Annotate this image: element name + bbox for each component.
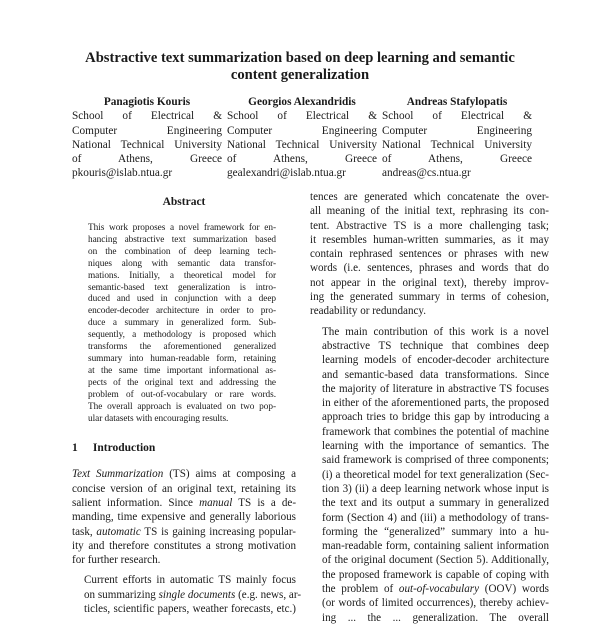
text-line: ticles, scientific papers, weather forecasts, etc.) — [84, 603, 296, 616]
text-line: of the original document (Section 5). Additionally, — [322, 554, 549, 567]
abstract-line: The overall approach is evaluated on two pop- — [88, 401, 276, 412]
abstract-line: pects of the original text and addressing the — [88, 377, 276, 388]
section-title: Introduction — [92, 442, 156, 455]
affiliation-line: School of Electrical & — [382, 110, 532, 123]
abstract-body — [88, 223, 276, 425]
abstract-line: summary into human-readable form, retaining — [88, 353, 276, 364]
affiliation-line: of Athens, Greece — [227, 153, 377, 166]
text-line: manding, time expensive and generally laborious — [72, 511, 296, 524]
title-line: content generalization — [230, 67, 370, 83]
abstract-line: at the same time important informational as- — [88, 365, 276, 376]
affiliation-line: Computer Engineering — [382, 124, 532, 137]
paragraph — [310, 325, 549, 625]
text-line: learning with the importance of semantics. The — [322, 440, 549, 453]
text-line: the text and its output a summary in generalized — [322, 497, 549, 510]
text-line: man-readable form, containing salient information — [322, 540, 549, 553]
text-line: in either of the aforementioned parts, the proposed — [322, 397, 549, 410]
paragraph — [310, 190, 549, 319]
abstract-line: on the combination of deep learning tech- — [88, 246, 276, 257]
text-line: tences are generated which concatenate the over- — [310, 191, 549, 203]
text-line: it resembles human-written summaries, as it may — [310, 233, 549, 246]
text-line: (i) a theoretical model for text generalization (Sec- — [322, 468, 549, 481]
text-line: on summarizing single documents (e.g. news, ar- — [84, 588, 302, 601]
text-line: learning models of encoder-decoder architecture — [322, 354, 549, 367]
abstract-line: ular datasets with encouraging results. — [88, 413, 229, 424]
affiliation-line: National Technical University — [382, 138, 532, 151]
text-line: (or words of limited occurrences), thereby achiev- — [322, 597, 549, 610]
right-column — [310, 190, 549, 625]
text-line: words (i.e. sentences, phrases and words that do — [310, 262, 549, 275]
affiliation-line: of Athens, Greece — [382, 153, 532, 166]
affiliation-line: School of Electrical & — [227, 110, 377, 123]
author-name: Panagiotis Kouris — [103, 96, 191, 108]
author-name: Andreas Stafylopatis — [406, 96, 508, 108]
text-line: the majority of literature in abstractive TS focuses — [322, 382, 549, 395]
paragraph — [72, 573, 302, 616]
author-email[interactable]: gealexandri@islab.ntua.gr — [227, 167, 346, 180]
abstract-line: niques along with semantic data transfor- — [88, 258, 276, 269]
text-line: for further research. — [72, 554, 161, 567]
introduction-body — [72, 467, 302, 616]
affiliation-line: of Athens, Greece — [72, 153, 222, 166]
abstract-line: mations. Initially, a theoretical model for — [88, 270, 276, 281]
emphasis: automatic — [96, 525, 141, 538]
affiliation-line: Computer Engineering — [72, 124, 222, 137]
author-email[interactable]: pkouris@islab.ntua.gr — [72, 167, 173, 180]
abstract-line: This work proposes a novel framework for en- — [88, 223, 276, 233]
text-line: form (Section 4) and (iii) a methodology of trans- — [322, 511, 549, 524]
abstract-line: hancing abstractive text summarization based — [88, 234, 276, 245]
text-line: tion 3) (ii) a deep learning network whose input is — [322, 482, 549, 495]
right-column-body — [310, 190, 549, 625]
affiliation-line: Computer Engineering — [227, 124, 377, 137]
abstract-heading: Abstract — [162, 196, 206, 208]
text-line: the proposed framework is capable of coping with — [322, 568, 549, 581]
text-line: task, automatic TS is gaining increasing popular- — [72, 525, 296, 538]
text-line: the problem of out-of-vocabulary (OOV) words — [322, 583, 549, 596]
author-2 — [227, 95, 377, 181]
text-line: not appear in the original text), thereby improv- — [310, 276, 549, 289]
text-line: Text Summarization (TS) aims at composing a — [72, 468, 296, 481]
affiliation-line: National Technical University — [72, 138, 222, 151]
text-line: contain rephrased sentences or phrases with new — [310, 248, 549, 261]
title-line: Abstractive text summarization based on deep learning and semantic — [85, 50, 515, 66]
author-name: Georgios Alexandridis — [248, 96, 356, 108]
emphasis: single documents — [158, 588, 236, 601]
author-1 — [72, 95, 222, 181]
text-line: all meaning of the initial text, rephrasing its con- — [310, 205, 549, 218]
section-number: 1 — [72, 442, 78, 455]
abstract-line: problem of out-of-vocabulary or rare words. — [88, 389, 276, 400]
paper-title — [60, 50, 540, 84]
text-line: ing ... the ... generalization. The overall — [322, 611, 549, 624]
text-line: said framework is comprised of three components; — [322, 454, 549, 467]
text-line: ing the generated summary in terms of cohesion, — [310, 291, 549, 304]
text-line: approach tries to bridge this gap by introducing a — [322, 411, 549, 424]
text-line: concise version of an original text, retaining its — [72, 482, 296, 495]
emphasis: Text Summarization — [72, 468, 164, 481]
abstract-line: sequently, a methodology is proposed which — [88, 330, 276, 341]
abstract-line: encoder-decoder architecture in order to pro- — [88, 306, 276, 317]
paragraph — [72, 467, 296, 567]
author-email[interactable]: andreas@cs.ntua.gr — [382, 167, 471, 180]
text-line: salient information. Since manual TS is a de- — [72, 497, 297, 509]
text-line: readability or redundancy. — [310, 305, 427, 318]
abstract-line: duced and used in conjunction with a deep — [88, 294, 276, 305]
text-line: framework that combines the potential of machine — [322, 425, 549, 438]
emphasis: out-of-vocabulary — [398, 583, 480, 596]
text-line: ity and therefore constitutes a strong motivation — [72, 539, 296, 552]
text-line: tent. Abstractive TS is a more challenging task; — [310, 219, 549, 232]
left-column — [72, 195, 302, 616]
text-line: and semantic-based data transformations. Since — [322, 368, 549, 381]
affiliation-line: National Technical University — [227, 138, 377, 151]
text-line: forming the “generalized” summary into a hu- — [322, 525, 549, 538]
abstract-line: semantic-based text generalization is intro- — [88, 282, 276, 293]
affiliation-line: School of Electrical & — [72, 110, 222, 123]
text-line: Current efforts in automatic TS mainly focus — [84, 574, 296, 587]
author-block — [72, 95, 532, 181]
abstract-line: duce a summary in generalized form. Sub- — [88, 318, 276, 329]
author-3 — [382, 95, 532, 181]
abstract-line: transforms the aforementioned generalized — [88, 342, 276, 353]
section-heading-introduction — [72, 441, 296, 455]
text-line: The main contribution of this work is a novel — [322, 325, 549, 338]
emphasis: manual — [199, 497, 233, 509]
text-line: abstractive TS technique that combines deep — [322, 339, 549, 352]
